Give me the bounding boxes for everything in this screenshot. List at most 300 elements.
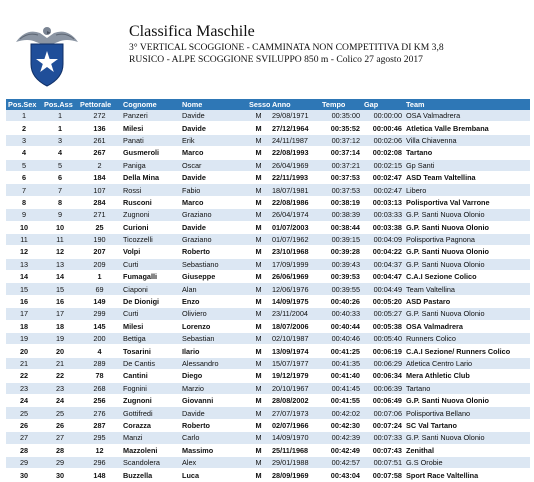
cell-gap: 00:02:47 xyxy=(362,184,404,196)
cell-nome: Diego xyxy=(180,370,247,382)
table-row xyxy=(6,258,530,270)
cell-sesso: M xyxy=(247,320,270,332)
cell-pettorale: 272 xyxy=(78,110,121,122)
cell-pos-ass: 29 xyxy=(42,456,78,468)
cell-tempo: 00:37:53 xyxy=(320,171,362,183)
cell-pettorale: 284 xyxy=(78,196,121,208)
column-header-pos-ass: Pos.Ass xyxy=(42,99,78,110)
cell-pettorale: 276 xyxy=(78,407,121,419)
table-row xyxy=(6,333,530,345)
cell-team: Tartano xyxy=(404,382,530,394)
cell-pos-sex: 19 xyxy=(6,333,42,345)
cell-pos-ass: 11 xyxy=(42,233,78,245)
table-row xyxy=(6,370,530,382)
table-row xyxy=(6,209,530,221)
cell-nome: Erik xyxy=(180,134,247,146)
cell-pos-sex: 23 xyxy=(6,382,42,394)
cell-sesso: M xyxy=(247,209,270,221)
cell-sesso: M xyxy=(247,469,270,481)
cell-nome: Luca xyxy=(180,469,247,481)
cell-pettorale: 148 xyxy=(78,469,121,481)
column-header-pos-sex: Pos.Sex xyxy=(6,99,42,110)
cell-team: OSA Valmadrera xyxy=(404,110,530,122)
cell-sesso: M xyxy=(247,345,270,357)
cell-anno: 12/06/1976 xyxy=(270,283,320,295)
table-row xyxy=(6,320,530,332)
cell-pos-ass: 13 xyxy=(42,258,78,270)
cell-gap: 00:03:33 xyxy=(362,209,404,221)
cell-tempo: 00:41:55 xyxy=(320,394,362,406)
cell-nome: Oliviero xyxy=(180,308,247,320)
cell-tempo: 00:42:39 xyxy=(320,432,362,444)
cell-cognome: Tosarini xyxy=(121,345,180,357)
cell-pos-sex: 6 xyxy=(6,171,42,183)
cell-cognome: Buzzella xyxy=(121,469,180,481)
cell-pettorale: 69 xyxy=(78,283,121,295)
cell-gap: 00:03:13 xyxy=(362,196,404,208)
cell-team: Villa Chiavenna xyxy=(404,134,530,146)
cell-gap: 00:00:00 xyxy=(362,110,404,122)
cell-pettorale: 296 xyxy=(78,456,121,468)
table-row xyxy=(6,444,530,456)
cell-tempo: 00:41:45 xyxy=(320,382,362,394)
cell-tempo: 00:38:44 xyxy=(320,221,362,233)
cell-pettorale: 295 xyxy=(78,432,121,444)
cell-cognome: Fognini xyxy=(121,382,180,394)
cell-pos-sex: 2 xyxy=(6,122,42,134)
cell-cognome: Milesi xyxy=(121,320,180,332)
cell-nome: Roberto xyxy=(180,419,247,431)
cell-pos-ass: 30 xyxy=(42,469,78,481)
cell-sesso: M xyxy=(247,333,270,345)
cell-team: G.P. Santi Nuova Olonio xyxy=(404,221,530,233)
cell-pos-sex: 21 xyxy=(6,357,42,369)
table-body xyxy=(6,110,530,481)
column-header-sesso: Sesso xyxy=(249,100,270,109)
results-table xyxy=(6,99,530,482)
cell-team: Gp Santi xyxy=(404,159,530,171)
cell-anno: 01/07/1962 xyxy=(270,233,320,245)
column-header-team: Team xyxy=(404,99,530,110)
cell-pos-sex: 20 xyxy=(6,345,42,357)
cell-nome: Alessandro xyxy=(180,357,247,369)
cell-pos-sex: 12 xyxy=(6,246,42,258)
cell-pos-ass: 22 xyxy=(42,370,78,382)
cell-gap: 00:07:58 xyxy=(362,469,404,481)
cell-sesso: M xyxy=(247,184,270,196)
cell-pettorale: 107 xyxy=(78,184,121,196)
table-row xyxy=(6,456,530,468)
cell-anno: 22/08/1986 xyxy=(270,196,320,208)
cell-nome: Oscar xyxy=(180,159,247,171)
cell-nome: Roberto xyxy=(180,246,247,258)
cell-sesso: M xyxy=(247,196,270,208)
table-row xyxy=(6,147,530,159)
cell-tempo: 00:35:00 xyxy=(320,110,362,122)
cell-anno: 26/06/1969 xyxy=(270,271,320,283)
cell-pettorale: 78 xyxy=(78,370,121,382)
cell-cognome: Bettiga xyxy=(121,333,180,345)
cell-gap: 00:07:51 xyxy=(362,456,404,468)
cell-nome: Davide xyxy=(180,110,247,122)
cell-pos-ass: 1 xyxy=(42,110,78,122)
cell-cognome: Volpi xyxy=(121,246,180,258)
cell-pettorale: 271 xyxy=(78,209,121,221)
cell-pos-sex: 30 xyxy=(6,469,42,481)
cell-team: Runners Colico xyxy=(404,333,530,345)
cell-pettorale: 145 xyxy=(78,320,121,332)
table-row xyxy=(6,134,530,146)
cell-sesso: M xyxy=(247,171,270,183)
cell-pos-sex: 25 xyxy=(6,407,42,419)
table-row xyxy=(6,233,530,245)
table-row xyxy=(6,394,530,406)
cell-anno: 29/01/1988 xyxy=(270,456,320,468)
cell-pos-sex: 3 xyxy=(6,134,42,146)
cell-pettorale: 184 xyxy=(78,171,121,183)
cell-cognome: Cantini xyxy=(121,370,180,382)
cell-anno: 13/09/1974 xyxy=(270,345,320,357)
cell-team: Zenithal xyxy=(404,444,530,456)
cell-sesso: M xyxy=(247,432,270,444)
cell-gap: 00:00:46 xyxy=(362,122,404,134)
cell-tempo: 00:42:57 xyxy=(320,456,362,468)
table-row xyxy=(6,357,530,369)
cell-cognome: Curioni xyxy=(121,221,180,233)
cell-nome: Massimo xyxy=(180,444,247,456)
cell-sesso: M xyxy=(247,221,270,233)
cell-pos-sex: 7 xyxy=(6,184,42,196)
cell-pos-sex: 15 xyxy=(6,283,42,295)
table-row xyxy=(6,382,530,394)
cell-nome: Carlo xyxy=(180,432,247,444)
cell-tempo: 00:39:53 xyxy=(320,271,362,283)
cell-gap: 00:03:38 xyxy=(362,221,404,233)
cell-tempo: 00:39:43 xyxy=(320,258,362,270)
cell-sesso: M xyxy=(247,122,270,134)
cell-pettorale: 267 xyxy=(78,147,121,159)
cell-sesso: M xyxy=(247,147,270,159)
cell-pos-ass: 12 xyxy=(42,246,78,258)
cell-pos-sex: 10 xyxy=(6,221,42,233)
cell-team: Polisportiva Val Varrone xyxy=(404,196,530,208)
cell-anno: 18/07/1981 xyxy=(270,184,320,196)
cell-tempo: 00:42:30 xyxy=(320,419,362,431)
cell-anno: 26/04/1969 xyxy=(270,159,320,171)
cell-tempo: 00:35:52 xyxy=(320,122,362,134)
cell-team: Mera Athletic Club xyxy=(404,370,530,382)
cell-sesso: M xyxy=(247,456,270,468)
cell-pos-sex: 22 xyxy=(6,370,42,382)
cell-sesso: M xyxy=(247,271,270,283)
cell-sesso: M xyxy=(247,110,270,122)
cell-pos-sex: 5 xyxy=(6,159,42,171)
cell-tempo: 00:39:55 xyxy=(320,283,362,295)
cell-gap: 00:02:06 xyxy=(362,134,404,146)
cell-nome: Alan xyxy=(180,283,247,295)
cell-cognome: Paniga xyxy=(121,159,180,171)
cell-gap: 00:07:06 xyxy=(362,407,404,419)
cell-pettorale: 4 xyxy=(78,345,121,357)
cell-sesso: M xyxy=(247,407,270,419)
cell-gap: 00:05:20 xyxy=(362,295,404,307)
cell-cognome: Rusconi xyxy=(121,196,180,208)
column-header-pettorale: Pettorale xyxy=(78,99,121,110)
cell-nome: Marco xyxy=(180,147,247,159)
cell-cognome: Panati xyxy=(121,134,180,146)
cell-pos-ass: 25 xyxy=(42,407,78,419)
cell-cognome: Mazzoleni xyxy=(121,444,180,456)
cell-pos-ass: 7 xyxy=(42,184,78,196)
cell-tempo: 00:40:33 xyxy=(320,308,362,320)
cell-cognome: De Dionigi xyxy=(121,295,180,307)
cell-cognome: Panzeri xyxy=(121,110,180,122)
cell-tempo: 00:41:35 xyxy=(320,357,362,369)
cell-pos-sex: 4 xyxy=(6,147,42,159)
cell-nome: Sebastiano xyxy=(180,258,247,270)
cell-nome: Davide xyxy=(180,221,247,233)
cell-cognome: Zugnoni xyxy=(121,209,180,221)
cell-cognome: Fumagalli xyxy=(121,271,180,283)
cell-tempo: 00:41:40 xyxy=(320,370,362,382)
cell-pos-ass: 19 xyxy=(42,333,78,345)
cell-anno: 26/04/1974 xyxy=(270,209,320,221)
cell-team: G.P. Santi Nuova Olonio xyxy=(404,432,530,444)
cell-pos-ass: 4 xyxy=(42,147,78,159)
table-row xyxy=(6,184,530,196)
cell-tempo: 00:39:15 xyxy=(320,233,362,245)
cell-nome: Ilario xyxy=(180,345,247,357)
page-title: Classifica Maschile xyxy=(129,23,255,40)
table-row xyxy=(6,345,530,357)
cell-pos-sex: 14 xyxy=(6,271,42,283)
table-row xyxy=(6,469,530,481)
cell-tempo: 00:42:02 xyxy=(320,407,362,419)
cell-cognome: Ciaponi xyxy=(121,283,180,295)
cell-team: G.P. Santi Nuova Olonio xyxy=(404,258,530,270)
cell-gap: 00:05:27 xyxy=(362,308,404,320)
cell-anno: 22/11/1993 xyxy=(270,171,320,183)
cell-pettorale: 25 xyxy=(78,221,121,233)
cell-pettorale: 209 xyxy=(78,258,121,270)
cell-sesso: M xyxy=(247,233,270,245)
cell-pos-sex: 8 xyxy=(6,196,42,208)
cell-nome: Enzo xyxy=(180,295,247,307)
cell-anno: 28/08/2002 xyxy=(270,394,320,406)
cell-pos-ass: 18 xyxy=(42,320,78,332)
cell-gap: 00:06:39 xyxy=(362,382,404,394)
cell-pos-ass: 14 xyxy=(42,271,78,283)
cai-star-eagle-logo-icon xyxy=(14,18,80,88)
cell-tempo: 00:40:44 xyxy=(320,320,362,332)
cell-pos-ass: 3 xyxy=(42,134,78,146)
cell-tempo: 00:39:28 xyxy=(320,246,362,258)
cell-cognome: Della Mina xyxy=(121,171,180,183)
cell-cognome: Curti xyxy=(121,308,180,320)
cell-team: G.P. Santi Nuova Olonio xyxy=(404,246,530,258)
column-header-cognome: Cognome xyxy=(121,99,180,110)
cell-team: Polisportiva Bellano xyxy=(404,407,530,419)
cell-cognome: Rossi xyxy=(121,184,180,196)
cell-gap: 00:06:49 xyxy=(362,394,404,406)
cell-anno: 02/10/1987 xyxy=(270,333,320,345)
cell-anno: 27/12/1964 xyxy=(270,122,320,134)
cell-tempo: 00:37:12 xyxy=(320,134,362,146)
cell-gap: 00:04:09 xyxy=(362,233,404,245)
cell-pos-sex: 18 xyxy=(6,320,42,332)
cell-pettorale: 200 xyxy=(78,333,121,345)
cell-team: G.P. Santi Nuova Olonio xyxy=(404,394,530,406)
cell-sesso: M xyxy=(247,419,270,431)
cell-gap: 00:02:15 xyxy=(362,159,404,171)
cell-pettorale: 261 xyxy=(78,134,121,146)
cell-cognome: Scandolera xyxy=(121,456,180,468)
cell-sesso: M xyxy=(247,295,270,307)
table-row xyxy=(6,308,530,320)
cell-pos-ass: 8 xyxy=(42,196,78,208)
document-header xyxy=(129,22,529,66)
cell-pos-sex: 24 xyxy=(6,394,42,406)
cell-pettorale: 12 xyxy=(78,444,121,456)
cell-pettorale: 136 xyxy=(78,122,121,134)
cell-pettorale: 299 xyxy=(78,308,121,320)
cell-pos-ass: 27 xyxy=(42,432,78,444)
cell-cognome: Corazza xyxy=(121,419,180,431)
cell-pos-ass: 6 xyxy=(42,171,78,183)
cell-pos-sex: 28 xyxy=(6,444,42,456)
cell-team: Atletica Centro Lario xyxy=(404,357,530,369)
cell-nome: Alex xyxy=(180,456,247,468)
cell-tempo: 00:41:25 xyxy=(320,345,362,357)
cell-nome: Giovanni xyxy=(180,394,247,406)
cell-team: OSA Valmadrera xyxy=(404,320,530,332)
cell-sesso: M xyxy=(247,159,270,171)
cell-team: ASD Pastaro xyxy=(404,295,530,307)
table-row xyxy=(6,246,530,258)
table-row xyxy=(6,432,530,444)
cell-tempo: 00:38:39 xyxy=(320,209,362,221)
cell-cognome: Milesi xyxy=(121,122,180,134)
column-header-nome: Nome xyxy=(180,99,247,110)
cell-anno: 18/07/2006 xyxy=(270,320,320,332)
cell-sesso: M xyxy=(247,394,270,406)
cell-pettorale: 149 xyxy=(78,295,121,307)
cell-cognome: Gottifredi xyxy=(121,407,180,419)
cell-pettorale: 256 xyxy=(78,394,121,406)
cell-pettorale: 190 xyxy=(78,233,121,245)
cell-cognome: Curti xyxy=(121,258,180,270)
table-row xyxy=(6,271,530,283)
cell-nome: Graziano xyxy=(180,209,247,221)
cell-nome: Davide xyxy=(180,122,247,134)
cell-anno: 25/11/1968 xyxy=(270,444,320,456)
cell-team: C.A.I Sezione Colico xyxy=(404,271,530,283)
cell-nome: Marzio xyxy=(180,382,247,394)
cell-anno: 23/11/2004 xyxy=(270,308,320,320)
cell-anno: 15/07/1977 xyxy=(270,357,320,369)
cell-pettorale: 287 xyxy=(78,419,121,431)
cell-pettorale: 1 xyxy=(78,271,121,283)
table-row xyxy=(6,283,530,295)
cell-pos-ass: 21 xyxy=(42,357,78,369)
cell-pos-sex: 13 xyxy=(6,258,42,270)
cell-pos-sex: 1 xyxy=(6,110,42,122)
cell-anno: 23/10/1968 xyxy=(270,246,320,258)
cell-anno: 14/09/1975 xyxy=(270,295,320,307)
cell-tempo: 00:40:46 xyxy=(320,333,362,345)
cell-pos-ass: 9 xyxy=(42,209,78,221)
cell-nome: Fabio xyxy=(180,184,247,196)
cell-gap: 00:06:34 xyxy=(362,370,404,382)
cell-gap: 00:04:37 xyxy=(362,258,404,270)
cell-anno: 14/09/1970 xyxy=(270,432,320,444)
cell-sesso: M xyxy=(247,258,270,270)
cell-tempo: 00:37:53 xyxy=(320,184,362,196)
cell-sesso: M xyxy=(247,382,270,394)
cell-gap: 00:05:40 xyxy=(362,333,404,345)
column-header-anno: Anno xyxy=(270,99,320,110)
event-name: 3° VERTICAL SCOGGIONE - CAMMINATA NON COMPETITIVA DI KM 3,8 xyxy=(129,42,444,53)
cell-anno: 02/07/1966 xyxy=(270,419,320,431)
cell-tempo: 00:37:14 xyxy=(320,147,362,159)
cell-team: G.P. Santi Nuova Olonio xyxy=(404,209,530,221)
cell-gap: 00:07:24 xyxy=(362,419,404,431)
cell-tempo: 00:40:26 xyxy=(320,295,362,307)
cell-pos-sex: 26 xyxy=(6,419,42,431)
cell-tempo: 00:38:19 xyxy=(320,196,362,208)
cell-pos-ass: 5 xyxy=(42,159,78,171)
cell-team: C.A.I Sezione/ Runners Colico xyxy=(404,345,530,357)
table-row xyxy=(6,171,530,183)
cell-anno: 20/10/1967 xyxy=(270,382,320,394)
cell-sesso: M xyxy=(247,283,270,295)
cell-team: G.S Orobie xyxy=(404,456,530,468)
cell-pos-sex: 16 xyxy=(6,295,42,307)
cell-team: ASD Team Valtellina xyxy=(404,171,530,183)
cell-cognome: Gusmeroli xyxy=(121,147,180,159)
cell-anno: 01/07/2003 xyxy=(270,221,320,233)
cell-pos-sex: 27 xyxy=(6,432,42,444)
cell-pettorale: 207 xyxy=(78,246,121,258)
table-header-row xyxy=(6,99,530,110)
cell-nome: Lorenzo xyxy=(180,320,247,332)
cell-anno: 19/12/1979 xyxy=(270,370,320,382)
table-row xyxy=(6,295,530,307)
cell-nome: Graziano xyxy=(180,233,247,245)
table-row xyxy=(6,122,530,134)
table-row xyxy=(6,221,530,233)
cell-cognome: Ticozzelli xyxy=(121,233,180,245)
cell-anno: 28/09/1969 xyxy=(270,469,320,481)
cell-pos-ass: 23 xyxy=(42,382,78,394)
cell-pettorale: 289 xyxy=(78,357,121,369)
cell-pos-ass: 20 xyxy=(42,345,78,357)
cell-gap: 00:02:47 xyxy=(362,171,404,183)
cell-pettorale: 2 xyxy=(78,159,121,171)
cell-pos-ass: 17 xyxy=(42,308,78,320)
cell-cognome: De Cantis xyxy=(121,357,180,369)
table-row xyxy=(6,196,530,208)
cell-gap: 00:02:08 xyxy=(362,147,404,159)
cell-pos-ass: 26 xyxy=(42,419,78,431)
cell-pos-ass: 16 xyxy=(42,295,78,307)
cell-cognome: Manzi xyxy=(121,432,180,444)
cell-team: Tartano xyxy=(404,147,530,159)
cell-pos-sex: 11 xyxy=(6,233,42,245)
cell-cognome: Zugnoni xyxy=(121,394,180,406)
cell-sesso: M xyxy=(247,357,270,369)
cell-nome: Sebastian xyxy=(180,333,247,345)
